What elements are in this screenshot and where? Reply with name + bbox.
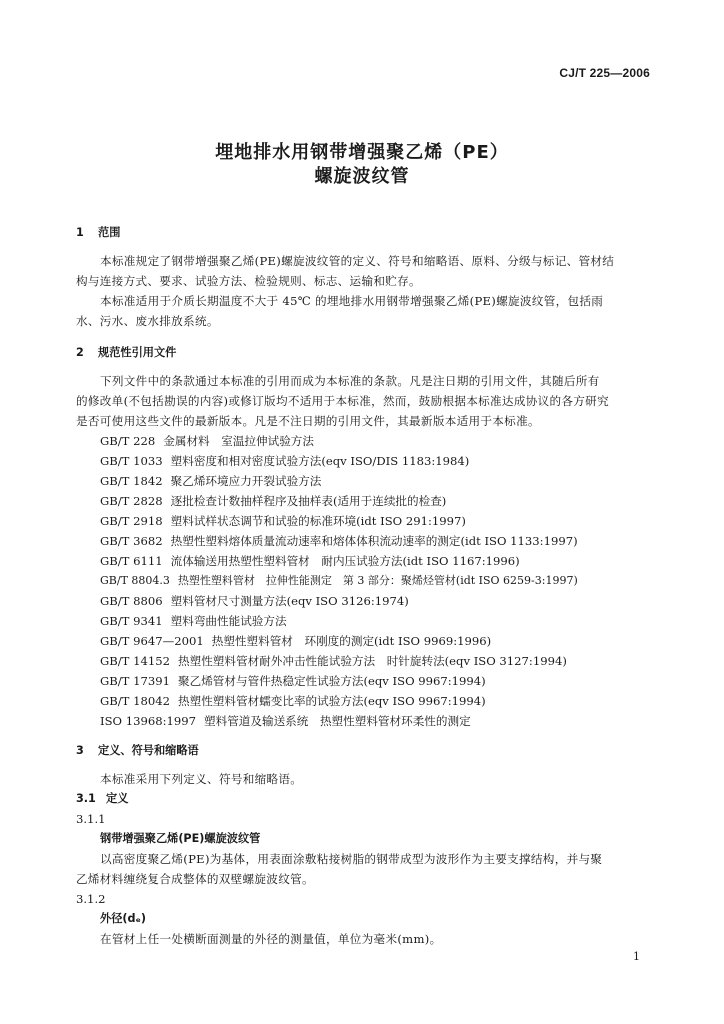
reference-item bbox=[100, 533, 578, 549]
standard-code: CJ/T 225—2006 bbox=[559, 66, 650, 80]
clause-number: 3.1.1 bbox=[76, 812, 106, 826]
reference-item bbox=[100, 473, 321, 489]
section-3-heading bbox=[76, 743, 199, 759]
reference-code: GB/T 8804.3 bbox=[100, 574, 170, 587]
paragraph-line: 水、污水、废水排放系统。 bbox=[76, 314, 219, 328]
reference-item bbox=[100, 673, 486, 689]
section-title: 定义、符号和缩略语 bbox=[98, 744, 199, 757]
section-1-heading bbox=[76, 225, 120, 241]
reference-item bbox=[100, 713, 471, 729]
reference-item bbox=[100, 513, 466, 529]
reference-code: GB/T 228 bbox=[100, 434, 156, 448]
reference-title: 塑料弯曲性能试验方法 bbox=[170, 614, 287, 628]
paragraph-line: 构与连接方式、要求、试验方法、检验规则、标志、运输和贮存。 bbox=[76, 274, 421, 288]
reference-item bbox=[100, 693, 486, 709]
reference-title: 热塑性塑料熔体质量流动速率和熔体体积流动速率的测定(idt ISO 1133:1997) bbox=[170, 534, 578, 548]
paragraph-line: 本标准采用下列定义、符号和缩略语。 bbox=[100, 772, 303, 786]
document-title-line1: 埋地排水用钢带增强聚乙烯（PE） bbox=[215, 142, 509, 163]
reference-code: ISO 13968:1997 bbox=[100, 714, 197, 728]
reference-title: 逐批检查计数抽样程序及抽样表(适用于连续批的检查) bbox=[170, 494, 447, 508]
reference-title: 塑料管材尺寸测量方法(eqv ISO 3126:1974) bbox=[170, 594, 409, 608]
reference-title: 流体输送用热塑性塑料管材 耐内压试验方法(idt ISO 1167:1996) bbox=[170, 554, 520, 568]
reference-item bbox=[100, 553, 520, 569]
reference-code: GB/T 9647—2001 bbox=[100, 634, 204, 648]
subsection-heading bbox=[76, 791, 128, 807]
clause-number: 3.1.2 bbox=[76, 892, 106, 906]
paragraph-line: 的修改单(不包括勘误的内容)或修订版均不适用于本标准，然而，鼓励根据本标准达成协议的各方研究 bbox=[76, 394, 609, 408]
reference-code: GB/T 2828 bbox=[100, 494, 163, 508]
section-title: 规范性引用文件 bbox=[98, 346, 177, 359]
paragraph-line: 本标准适用于介质长期温度不大于 45℃ 的埋地排水用钢带增强聚乙烯(PE)螺旋波纹管，包括雨 bbox=[100, 294, 604, 308]
section-2-heading bbox=[76, 345, 176, 361]
paragraph-line: 本标准规定了钢带增强聚乙烯(PE)螺旋波纹管的定义、符号和缩略语、原料、分级与标记、管材结 bbox=[100, 254, 615, 268]
reference-title: 热塑性塑料管材蠕变比率的试验方法(eqv ISO 9967:1994) bbox=[178, 694, 486, 708]
reference-code: GB/T 6111 bbox=[100, 554, 163, 568]
paragraph-line: 下列文件中的条款通过本标准的引用而成为本标准的条款。凡是注日期的引用文件，其随后所有 bbox=[100, 374, 600, 388]
term-heading: 钢带增强聚乙烯(PE)螺旋波纹管 bbox=[100, 832, 261, 845]
reference-code: GB/T 3682 bbox=[100, 534, 163, 548]
reference-title: 塑料密度和相对密度试验方法(eqv ISO/DIS 1183:1984) bbox=[170, 454, 470, 468]
reference-code: GB/T 1033 bbox=[100, 454, 163, 468]
reference-title: 热塑性塑料管材耐外冲击性能试验方法 时针旋转法(eqv ISO 3127:1994) bbox=[178, 654, 567, 668]
reference-title: 热塑性塑料管材 环刚度的测定(idt ISO 9969:1996) bbox=[211, 634, 492, 648]
reference-item bbox=[100, 593, 409, 609]
reference-code: GB/T 14152 bbox=[100, 654, 170, 668]
paragraph-line: 是否可使用这些文件的最新版本。凡是不注日期的引用文件，其最新版本适用于本标准。 bbox=[76, 414, 540, 428]
reference-title: 塑料管道及输送系统 热塑性塑料管材环柔性的测定 bbox=[204, 714, 471, 728]
reference-title: 聚乙烯环境应力开裂试验方法 bbox=[170, 474, 322, 488]
reference-item bbox=[100, 493, 446, 509]
section-number: 1 bbox=[76, 226, 84, 239]
reference-code: GB/T 17391 bbox=[100, 674, 170, 688]
paragraph-line: 以高密度聚乙烯(PE)为基体，用表面涂敷粘接树脂的钢带成型为波形作为主要支撑结构，并与聚 bbox=[100, 852, 603, 866]
reference-title: 聚乙烯管材与管件热稳定性试验方法(eqv ISO 9967:1994) bbox=[178, 674, 486, 688]
reference-item bbox=[100, 573, 578, 589]
reference-item bbox=[100, 653, 567, 669]
page-number: 1 bbox=[633, 950, 640, 963]
subsection-number: 3.1 bbox=[76, 792, 96, 805]
reference-title: 金属材料 室温拉伸试验方法 bbox=[163, 434, 314, 448]
section-number: 2 bbox=[76, 346, 84, 359]
reference-title: 塑料试样状态调节和试验的标准环境(idt ISO 291:1997) bbox=[170, 514, 466, 528]
reference-title: 热塑性塑料管材 拉伸性能测定 第 3 部分：聚烯烃管材(idt ISO 6259-3:1997) bbox=[177, 574, 578, 587]
section-number: 3 bbox=[76, 744, 84, 757]
reference-item bbox=[100, 453, 469, 469]
paragraph-line: 乙烯材料缠绕复合成整体的双壁螺旋波纹管。 bbox=[76, 872, 314, 886]
subsection-title: 定义 bbox=[106, 792, 129, 805]
paragraph-line: 在管材上任一处横断面测量的外径的测量值，单位为毫米(mm)。 bbox=[100, 932, 442, 946]
reference-item bbox=[100, 433, 314, 449]
reference-item bbox=[100, 633, 491, 649]
reference-item bbox=[100, 613, 287, 629]
section-title: 范围 bbox=[98, 226, 121, 239]
reference-code: GB/T 18042 bbox=[100, 694, 170, 708]
reference-code: GB/T 1842 bbox=[100, 474, 163, 488]
document-title-line2: 螺旋波纹管 bbox=[314, 166, 410, 187]
reference-code: GB/T 8806 bbox=[100, 594, 163, 608]
term-heading: 外径(dₑ) bbox=[100, 912, 146, 925]
reference-code: GB/T 9341 bbox=[100, 614, 163, 628]
reference-code: GB/T 2918 bbox=[100, 514, 163, 528]
